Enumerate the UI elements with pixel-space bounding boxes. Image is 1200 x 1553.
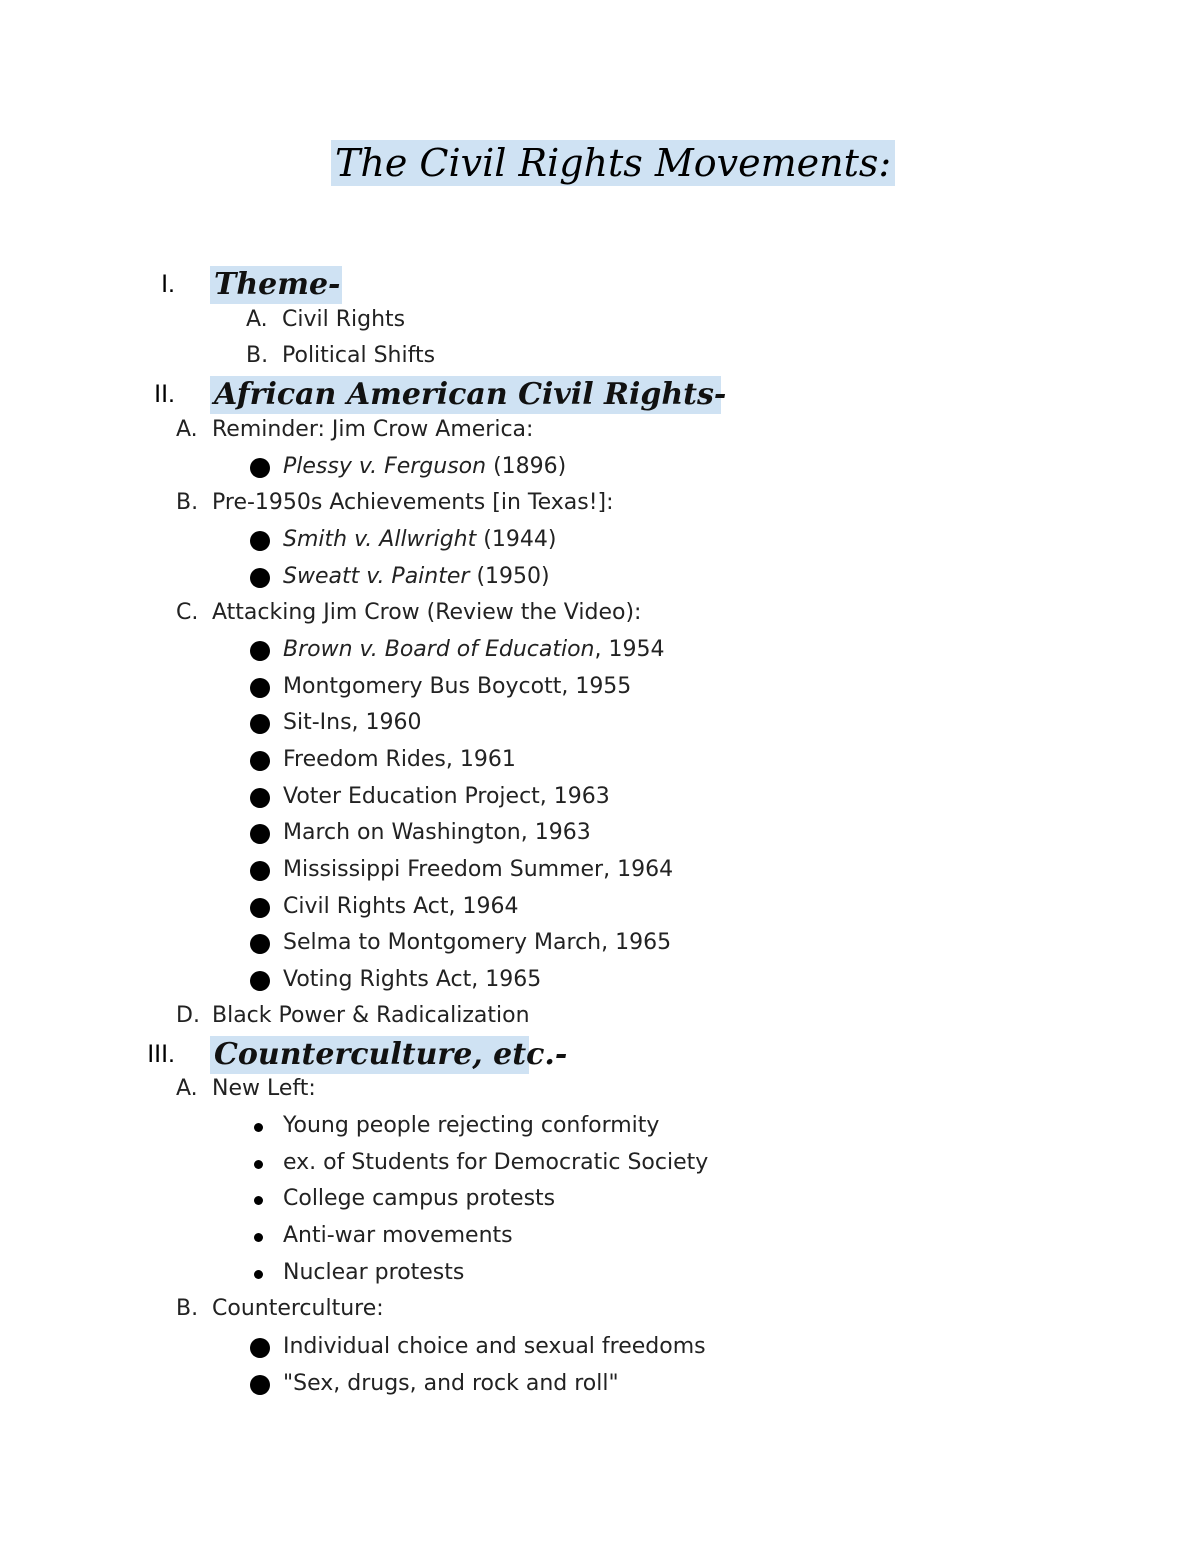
case-name: Plessy v. Ferguson [283, 454, 487, 479]
bullet-icon [250, 714, 270, 734]
bullet-item: Young people rejecting conformity [283, 1113, 660, 1138]
case-year: (1950) [469, 564, 550, 589]
bullet-item: College campus protests [283, 1186, 556, 1211]
outline-item [176, 598, 641, 628]
bullet-icon [250, 568, 270, 588]
bullet-icon [250, 458, 270, 478]
bullet-item: ex. of Students for Democratic Society [283, 1150, 709, 1175]
item-letter: C. [176, 600, 199, 625]
outline-item [246, 341, 435, 371]
bullet-item: Civil Rights Act, 1964 [283, 894, 519, 919]
bullet-icon [250, 641, 270, 661]
item-letter: A. [246, 307, 268, 332]
item-text: Civil Rights [282, 307, 406, 332]
item-text: Counterculture: [212, 1296, 384, 1321]
item-text: Pre-1950s Achievements [in Texas!]: [212, 490, 614, 515]
bullet-icon [250, 971, 270, 991]
bullet-item: Individual choice and sexual freedoms [283, 1334, 706, 1359]
page-title: The Civil Rights Movements: [331, 140, 895, 186]
item-text: Political Shifts [282, 343, 436, 368]
bullet-icon [254, 1233, 263, 1242]
case-year: , 1954 [594, 637, 665, 662]
bullet-item: "Sex, drugs, and rock and roll" [283, 1371, 619, 1396]
bullet-item: Anti-war movements [283, 1223, 513, 1248]
item-letter: B. [246, 343, 269, 368]
bullet-item: Freedom Rides, 1961 [283, 747, 516, 772]
bullet-item: Selma to Montgomery March, 1965 [283, 930, 672, 955]
bullet-icon [250, 751, 270, 771]
outline-item [176, 1074, 316, 1104]
bullet-icon [250, 788, 270, 808]
bullet-icon [250, 824, 270, 844]
item-letter: A. [176, 417, 198, 442]
section-heading-counterculture: Counterculture, etc.- [210, 1036, 529, 1074]
item-letter: B. [176, 1296, 199, 1321]
item-letter: A. [176, 1076, 198, 1101]
section-numeral: III. [147, 1040, 175, 1068]
bullet-icon [250, 1338, 270, 1358]
outline-item [176, 488, 614, 518]
item-letter: D. [176, 1003, 200, 1028]
case-name: Smith v. Allwright [283, 527, 477, 552]
bullet-item [283, 452, 566, 482]
case-name: Sweatt v. Painter [283, 564, 470, 589]
case-year: (1896) [486, 454, 567, 479]
bullet-icon [250, 1375, 270, 1395]
bullet-item: Voting Rights Act, 1965 [283, 967, 542, 992]
section-heading-african-american-civil-rights: African American Civil Rights- [210, 376, 721, 414]
bullet-icon [250, 531, 270, 551]
section-heading-theme: Theme- [210, 266, 342, 304]
item-text: New Left: [212, 1076, 316, 1101]
bullet-icon [250, 898, 270, 918]
bullet-icon [250, 861, 270, 881]
item-text: Attacking Jim Crow (Review the Video): [212, 600, 642, 625]
bullet-item: Sit-Ins, 1960 [283, 710, 422, 735]
bullet-item: March on Washington, 1963 [283, 820, 591, 845]
bullet-icon [254, 1196, 263, 1205]
bullet-icon [250, 678, 270, 698]
bullet-item: Montgomery Bus Boycott, 1955 [283, 674, 632, 699]
bullet-item: Mississippi Freedom Summer, 1964 [283, 857, 674, 882]
case-name: Brown v. Board of Education [283, 637, 595, 662]
outline-item [246, 305, 405, 335]
case-year: (1944) [476, 527, 557, 552]
section-numeral: I. [161, 270, 175, 298]
bullet-item: Voter Education Project, 1963 [283, 784, 610, 809]
outline-item [176, 415, 533, 445]
item-letter: B. [176, 490, 199, 515]
section-numeral: II. [154, 380, 175, 408]
bullet-item [283, 525, 556, 555]
bullet-icon [250, 934, 270, 954]
bullet-item: Nuclear protests [283, 1260, 465, 1285]
bullet-item [283, 562, 550, 592]
outline-item [176, 1001, 530, 1031]
item-text: Reminder: Jim Crow America: [212, 417, 534, 442]
bullet-icon [254, 1123, 263, 1132]
bullet-icon [254, 1270, 263, 1279]
bullet-icon [254, 1160, 263, 1169]
bullet-item [283, 635, 665, 665]
outline-item [176, 1294, 384, 1324]
item-text: Black Power & Radicalization [212, 1003, 530, 1028]
